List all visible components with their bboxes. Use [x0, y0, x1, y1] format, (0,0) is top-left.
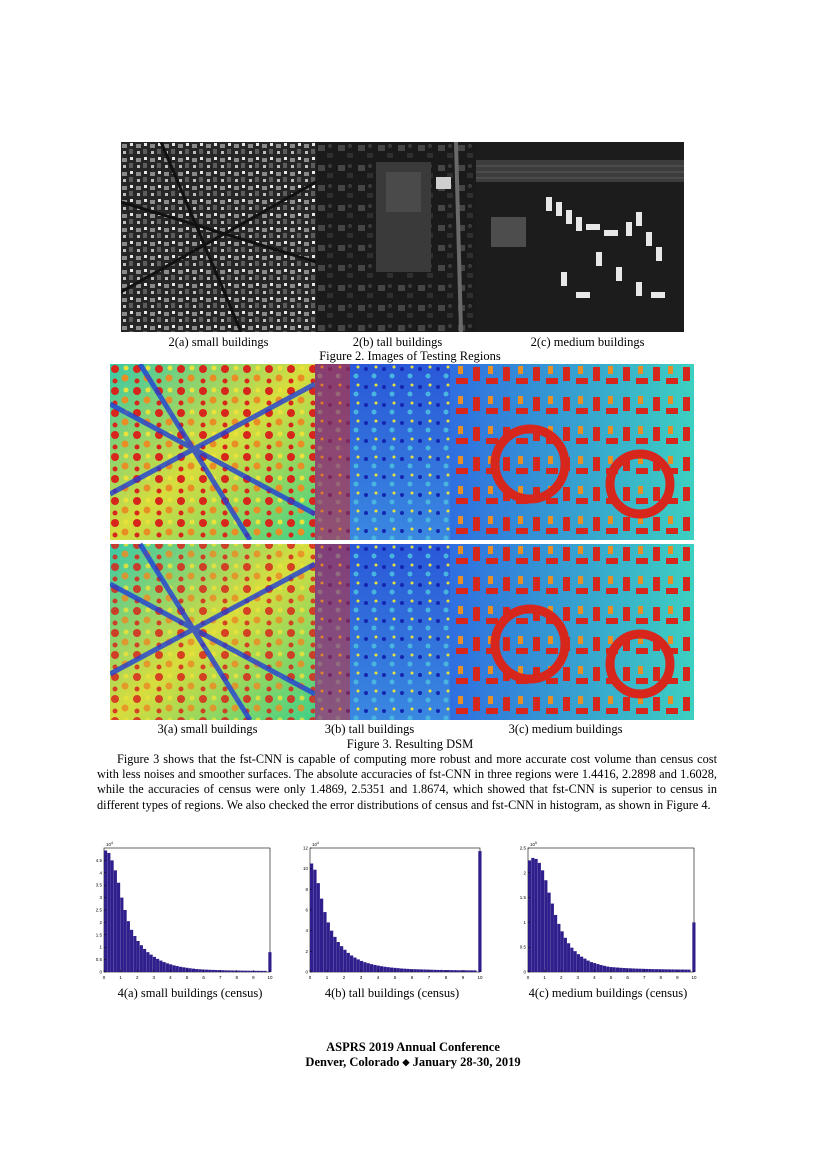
histogram-bar — [430, 970, 433, 972]
histogram-bar — [577, 954, 580, 972]
histogram-bar — [172, 965, 175, 972]
y-tick-label: 4 — [99, 870, 102, 876]
histogram-tall-buildings — [298, 840, 484, 986]
histogram-bar — [626, 968, 629, 972]
figure-2-caption-c: 2(c) medium buildings — [530, 335, 645, 349]
histogram-bar — [403, 969, 406, 972]
histogram-bar — [613, 967, 616, 972]
histogram-medium-buildings — [516, 840, 698, 986]
x-tick-label: 6 — [410, 975, 414, 980]
x-tick-label: 5 — [393, 975, 397, 980]
histogram-bar — [413, 969, 416, 972]
x-tick-label: 6 — [626, 975, 629, 980]
histogram-bar — [681, 970, 684, 972]
histogram-bar — [313, 870, 316, 972]
histogram-bar — [642, 969, 645, 972]
histogram-bar — [535, 859, 538, 972]
histogram-bar — [250, 971, 253, 972]
y-tick-label: 0 — [305, 969, 308, 975]
histogram-bar — [427, 970, 430, 972]
histogram-bar — [224, 970, 227, 972]
x-tick-label: 4 — [376, 975, 380, 980]
satellite-image-tall — [316, 142, 476, 332]
histogram-bar — [567, 943, 570, 972]
histogram-bar — [417, 969, 420, 972]
histogram-bar — [353, 958, 356, 972]
x-tick-label: 10 — [477, 975, 483, 980]
histogram-bar — [380, 966, 383, 972]
histogram-bar — [176, 966, 179, 972]
x-tick-label: 2 — [135, 975, 139, 980]
histogram-bar — [470, 970, 473, 972]
histogram-bar — [237, 971, 240, 972]
histogram-bar — [423, 970, 426, 972]
histogram-bar — [317, 883, 320, 972]
histogram-bar — [478, 851, 481, 972]
histogram-bar — [538, 863, 541, 972]
figure-2 — [121, 142, 684, 332]
x-tick-label: 10 — [267, 975, 273, 980]
histogram-bar — [554, 915, 557, 972]
histogram-bar — [600, 965, 603, 972]
histogram-bar — [231, 970, 234, 972]
histogram-bar — [260, 971, 263, 972]
y-tick-label: 4 — [305, 928, 308, 934]
x-tick-label: 7 — [427, 975, 431, 980]
x-tick-label: 0 — [102, 975, 106, 980]
x-tick-label: 9 — [252, 975, 255, 980]
x-tick-label: 8 — [444, 975, 448, 980]
histogram-bar — [570, 948, 573, 972]
histogram-bar — [433, 970, 436, 972]
figure-4-caption-b: 4(b) tall buildings (census) — [324, 986, 460, 1000]
y-tick-label: 8 — [305, 886, 308, 892]
histogram-bar — [107, 853, 110, 972]
x-tick-label: 1 — [119, 975, 122, 980]
histogram-bar — [373, 965, 376, 972]
histogram-bar — [635, 969, 638, 972]
histogram-bar — [370, 964, 373, 972]
histogram-bar — [603, 966, 606, 972]
histogram-bar — [257, 971, 260, 972]
histogram-bar — [350, 955, 353, 972]
histogram-bar — [692, 922, 695, 972]
x-tick-label: 8 — [235, 975, 239, 980]
figure-4-caption-c: 4(c) medium buildings (census) — [528, 986, 688, 1000]
histogram-bar — [528, 860, 531, 972]
histogram-bar — [407, 969, 410, 972]
histogram-bar — [387, 967, 390, 972]
axis-multiplier: $10^4$ — [106, 841, 113, 847]
histogram-bar — [687, 970, 690, 972]
x-tick-label: 9 — [461, 975, 465, 980]
histogram-bar — [192, 969, 195, 972]
histogram-bar — [437, 970, 440, 972]
histogram-bar — [221, 970, 224, 972]
histogram-bar — [684, 970, 687, 972]
histogram-bar — [668, 969, 671, 972]
figure-3-caption-c: 3(c) medium buildings — [508, 722, 623, 736]
histogram-bar — [548, 893, 551, 972]
histogram-bar — [463, 970, 466, 972]
histogram-bar — [247, 971, 250, 972]
histogram-bar — [140, 945, 143, 972]
histogram-bar — [159, 961, 162, 972]
histogram-bar — [400, 968, 403, 972]
figure-2-title: Figure 2. Images of Testing Regions — [319, 349, 501, 363]
histogram-bar — [671, 969, 674, 972]
histogram-bar — [580, 957, 583, 972]
histogram-bar — [163, 962, 166, 972]
y-tick-label: 0.5 — [95, 957, 102, 963]
histogram-bar — [652, 969, 655, 972]
histogram-bar — [616, 968, 619, 972]
histogram-bar — [166, 963, 169, 972]
histogram-bar — [440, 970, 443, 972]
histogram-bar — [447, 970, 450, 972]
histogram-bar — [137, 941, 140, 972]
histogram-bar — [450, 970, 453, 972]
figure-3-title: Figure 3. Resulting DSM — [346, 737, 474, 751]
histogram-bar — [661, 969, 664, 972]
y-tick-label: 2.5 — [519, 845, 526, 851]
histogram-bar — [397, 968, 400, 972]
body-paragraph: Figure 3 shows that the fst-CNN is capable of computing more robust and more accurate cost volume than census cost with less noises and smoother surfaces. The absolute accuracies of fst-CNN in three regions were 1.4416, 2.2898 and 1.6028, while the accuracies of census were only 1.4869, 2.5351 and 1.8674, which showed that fst-CNN is superior to census in different types of regions. We also checked the error distributions of census and fst-CNN in histogram, as shown in Figure 4. — [97, 752, 717, 812]
histogram-bar — [460, 970, 463, 972]
x-tick-label: 4 — [169, 975, 172, 980]
histogram-bar — [195, 969, 198, 972]
y-tick-label: 2 — [99, 919, 102, 925]
histogram-bar — [320, 899, 323, 972]
y-tick-label: 2.5 — [95, 907, 102, 913]
histogram-bar — [205, 970, 208, 972]
histogram-bar — [367, 963, 370, 972]
histogram-bar — [457, 970, 460, 972]
figure-2-caption-a: 2(a) small buildings — [168, 335, 269, 349]
histogram-bar — [244, 971, 247, 972]
x-tick-label: 2 — [342, 975, 346, 980]
histogram-bar — [241, 971, 244, 972]
y-tick-label: 6 — [305, 907, 308, 913]
histogram-bar — [587, 961, 590, 972]
histogram-bar — [215, 970, 218, 972]
image-small-buildings — [121, 142, 316, 332]
histogram-bar — [583, 959, 586, 972]
histogram-bar — [104, 850, 107, 972]
histogram-bar — [198, 969, 201, 972]
histogram-bar — [114, 870, 117, 972]
x-tick-label: 7 — [642, 975, 646, 980]
x-tick-label: 8 — [659, 975, 663, 980]
histogram-bar — [347, 953, 350, 972]
satellite-image-medium — [476, 142, 684, 332]
histogram-bar — [130, 930, 133, 972]
histogram-bar — [622, 968, 625, 972]
x-tick-label: 3 — [152, 975, 156, 980]
histogram-bar — [146, 952, 149, 972]
y-tick-label: 3.5 — [95, 882, 102, 888]
histogram-bar — [310, 864, 313, 973]
histogram-bar — [218, 970, 221, 972]
x-tick-label: 0 — [308, 975, 312, 980]
satellite-image-small — [121, 142, 316, 332]
x-tick-label: 9 — [676, 975, 679, 980]
histogram-bar — [156, 959, 159, 972]
figure-4-caption-a: 4(a) small buildings (census) — [117, 986, 263, 1000]
y-tick-label: 1 — [99, 944, 102, 950]
histogram-bar — [467, 970, 470, 972]
histogram-bar — [179, 967, 182, 972]
x-tick-label: 7 — [218, 975, 222, 980]
axis-multiplier: $10^4$ — [312, 841, 319, 847]
histogram-bar — [655, 969, 658, 972]
histogram-bar — [268, 952, 271, 972]
y-tick-label: 4.5 — [95, 857, 102, 863]
histogram-bar — [674, 969, 677, 972]
dsm-images — [110, 364, 694, 720]
histogram-bar — [343, 950, 346, 972]
x-tick-label: 3 — [359, 975, 363, 980]
x-tick-label: 3 — [576, 975, 580, 980]
histogram-bar — [557, 924, 560, 972]
histogram-bar — [111, 860, 114, 972]
histogram-bar — [665, 969, 668, 972]
histogram-bar — [561, 931, 564, 972]
figure-2-caption-b: 2(b) tall buildings — [352, 335, 443, 349]
image-tall-buildings — [316, 142, 476, 332]
histogram-bar — [357, 959, 360, 972]
histogram-bar — [323, 912, 326, 972]
histogram-bar — [340, 946, 343, 972]
histogram-bar — [377, 966, 380, 972]
histogram-bar — [337, 942, 340, 972]
histogram-bar — [133, 936, 136, 972]
histogram-bar — [202, 970, 205, 972]
histogram-bar — [645, 969, 648, 972]
histogram-bar — [420, 969, 423, 972]
histogram-bar — [254, 971, 257, 972]
axis-multiplier: $10^5$ — [530, 841, 537, 847]
histogram-bar — [473, 970, 476, 972]
figure-3-caption-a: 3(a) small buildings — [157, 722, 258, 736]
histogram-bar — [648, 969, 651, 972]
y-tick-label: 0 — [523, 969, 526, 975]
figure-3 — [110, 364, 694, 720]
histogram-bar — [150, 955, 153, 972]
histogram-bar — [606, 967, 609, 972]
footer-location: Denver, Colorado — [305, 1055, 400, 1069]
histogram-bar — [531, 858, 534, 972]
footer-date: January 28-30, 2019 — [412, 1055, 521, 1069]
histogram-bar — [360, 961, 363, 972]
histogram-small-buildings — [92, 840, 274, 986]
x-tick-label: 6 — [202, 975, 205, 980]
histogram-bar — [632, 968, 635, 972]
histogram-bar — [327, 922, 330, 972]
histogram-bar — [208, 970, 211, 972]
histogram-bar — [574, 951, 577, 972]
histogram-bar — [143, 949, 146, 972]
y-tick-label: 12 — [302, 845, 308, 851]
histogram-bar — [228, 970, 231, 972]
histogram-bar — [153, 957, 156, 972]
histogram-bar — [383, 967, 386, 972]
x-tick-label: 5 — [185, 975, 189, 980]
histogram-bar — [639, 969, 642, 972]
histogram-bar — [333, 937, 336, 972]
histogram-bar — [564, 938, 567, 972]
histogram-bar — [211, 970, 214, 972]
histogram-bar — [390, 968, 393, 972]
histogram-bar — [596, 964, 599, 972]
figure-3-caption-b: 3(b) tall buildings — [324, 722, 415, 736]
x-tick-label: 0 — [526, 975, 530, 980]
footer — [213, 1040, 613, 1070]
y-tick-label: 1 — [523, 919, 526, 925]
histogram-bar — [619, 968, 622, 972]
histogram-bar — [541, 870, 544, 972]
x-tick-label: 2 — [559, 975, 563, 980]
histogram-bar — [410, 969, 413, 972]
image-medium-buildings — [476, 142, 684, 332]
footer-separator: ◆ — [402, 1057, 410, 1067]
y-tick-label: 1.5 — [519, 895, 526, 901]
histogram-bar — [117, 883, 120, 972]
histogram-bar — [182, 967, 185, 972]
y-tick-label: 0.5 — [519, 944, 526, 950]
histogram-bar — [363, 962, 366, 972]
histogram-bar — [544, 880, 547, 972]
x-tick-label: 4 — [593, 975, 596, 980]
y-tick-label: 0 — [99, 969, 102, 975]
histogram-bar — [120, 898, 123, 972]
x-tick-label: 1 — [325, 975, 329, 980]
x-tick-label: 5 — [609, 975, 613, 980]
histogram-bar — [124, 910, 127, 972]
y-tick-label: 3 — [99, 895, 102, 901]
histogram-bar — [629, 968, 632, 972]
histogram-bar — [189, 968, 192, 972]
histogram-bar — [127, 921, 130, 972]
histogram-bar — [678, 970, 681, 972]
footer-location-date — [213, 1055, 613, 1070]
y-tick-label: 2 — [523, 870, 526, 876]
histogram-bar — [453, 970, 456, 972]
histogram-bar — [263, 971, 266, 972]
y-tick-label: 1.5 — [95, 932, 102, 938]
x-tick-label: 10 — [691, 975, 697, 980]
histogram-bar — [551, 904, 554, 972]
x-tick-label: 1 — [543, 975, 546, 980]
y-tick-label: 10 — [302, 866, 308, 872]
y-tick-label: 2 — [305, 948, 308, 954]
footer-conference: ASPRS 2019 Annual Conference — [326, 1040, 500, 1054]
histogram-bar — [590, 962, 593, 972]
histogram-bar — [330, 931, 333, 972]
